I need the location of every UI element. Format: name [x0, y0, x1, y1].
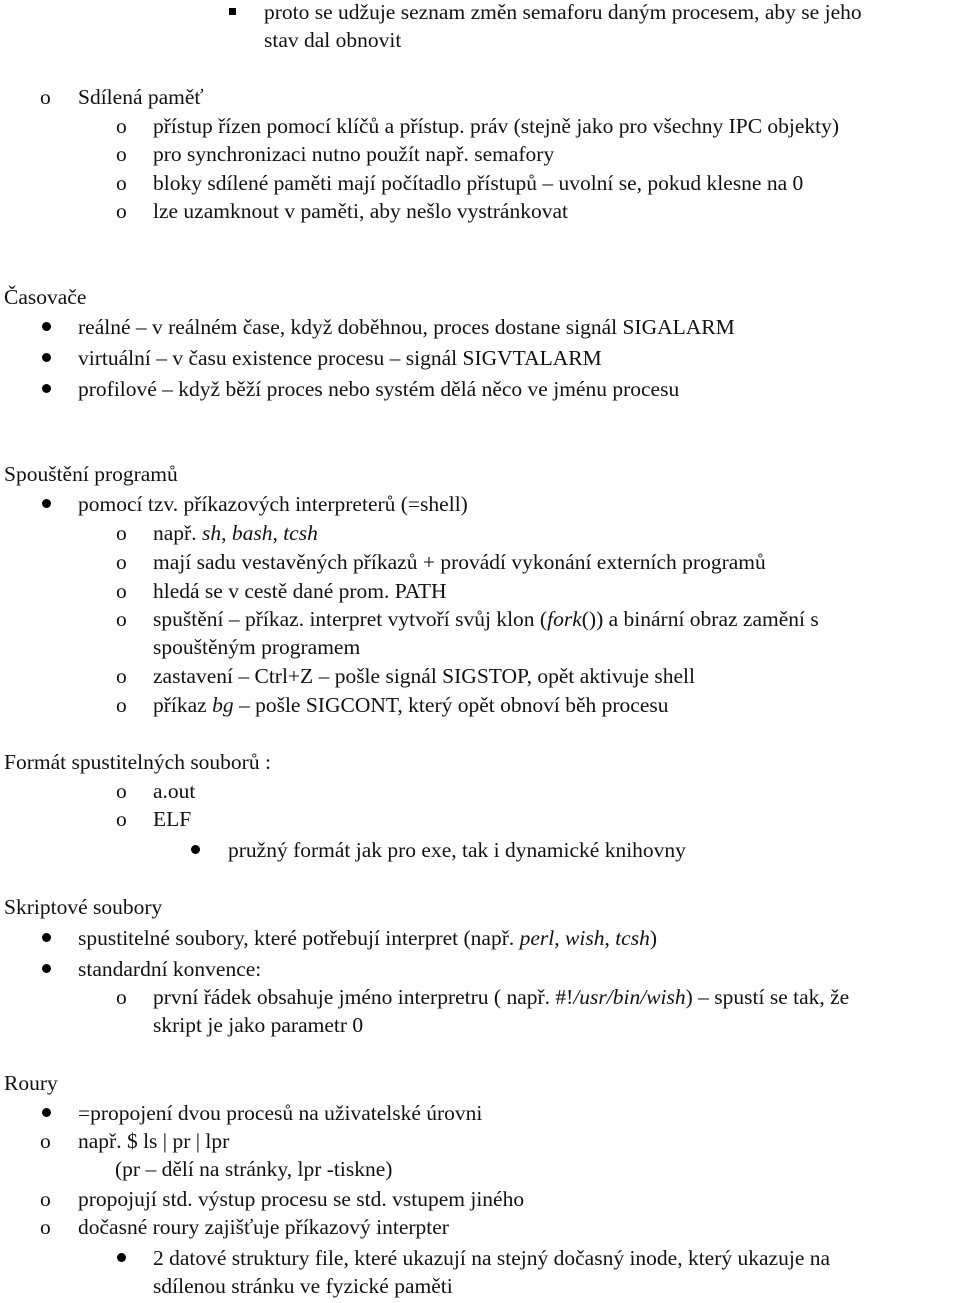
bullet-icon: [191, 845, 200, 854]
section-heading-formats: Formát spustitelných souborů :: [4, 750, 271, 774]
list-item-continuation: sdílenou stránku ve fyzické paměti: [153, 1274, 453, 1298]
circle-bullet-icon: o: [116, 550, 127, 574]
list-item: standardní konvence:: [78, 957, 262, 981]
fork-term: fork: [547, 607, 582, 631]
list-item: mají sadu vestavěných příkazů + provádí vykonání externích programů: [153, 550, 766, 574]
circle-bullet-icon: o: [116, 579, 127, 603]
list-item: lze uzamknout v paměti, aby nešlo vystránkovat: [153, 199, 568, 223]
list-item: profilové – když běží proces nebo systém dělá něco ve jménu procesu: [78, 377, 680, 401]
list-item-interpreters: [78, 924, 657, 952]
section-heading-timers: Časovače: [4, 285, 87, 309]
circle-bullet-icon: o: [116, 693, 127, 717]
circle-bullet-icon: o: [116, 807, 127, 831]
bullet-icon: [42, 322, 51, 331]
text-run: ()) a binární obraz zamění s: [581, 607, 819, 631]
circle-bullet-icon: o: [116, 779, 127, 803]
list-item-bg: [153, 691, 669, 719]
list-item: hledá se v cestě dané prom. PATH: [153, 579, 447, 603]
list-item: reálné – v reálném čase, když doběhnou, proces dostane signál SIGALARM: [78, 315, 735, 339]
text-run: ,: [554, 926, 566, 950]
interpreter-name: wish: [565, 926, 605, 950]
text-run: první řádek obsahuje jméno interpretru ( např. #!: [153, 985, 574, 1009]
section-heading-programs: Spouštění programů: [4, 462, 178, 486]
interpreter-name: perl: [519, 926, 555, 950]
list-item-note: (pr – dělí na stránky, lpr -tiskne): [115, 1157, 393, 1181]
bullet-icon: [42, 933, 51, 942]
circle-bullet-icon: o: [40, 1129, 51, 1153]
circle-bullet-icon: o: [116, 171, 127, 195]
square-bullet-icon: [229, 8, 236, 15]
text-run: příkaz: [153, 693, 213, 717]
list-item: ELF: [153, 807, 192, 831]
circle-bullet-icon: o: [40, 1187, 51, 1211]
list-item-shebang: [153, 983, 849, 1011]
circle-bullet-icon: o: [116, 607, 127, 631]
section-heading-shared-memory: Sdílená paměť: [78, 85, 204, 109]
interpreter-path: /usr/bin/wish: [573, 985, 686, 1009]
text-run: ,: [221, 521, 232, 545]
list-item: přístup řízen pomocí klíčů a přístup. práv (stejně jako pro všechny IPC objekty): [153, 114, 840, 138]
list-item: 2 datové struktury file, které ukazují na stejný dočasný inode, který ukazuje na: [153, 1246, 831, 1270]
text-run: ,: [272, 521, 284, 545]
bullet-icon: [42, 353, 51, 362]
bullet-icon: [42, 499, 51, 508]
circle-bullet-icon: o: [116, 142, 127, 166]
text-run: – pošle SIGCONT, který opět obnoví běh procesu: [233, 693, 669, 717]
list-item: pružný formát jak pro exe, tak i dynamické knihovny: [228, 838, 686, 862]
circle-bullet-icon: o: [40, 85, 51, 109]
shell-name: sh: [201, 521, 222, 545]
text-run: např.: [153, 521, 202, 545]
text-run: ) – spustí se tak, že: [685, 985, 850, 1009]
list-item: propojují std. výstup procesu se std. vstupem jiného: [78, 1187, 525, 1211]
section-heading-pipes: Roury: [4, 1071, 58, 1095]
list-item: a.out: [153, 779, 196, 803]
bullet-icon: [42, 964, 51, 973]
list-item-shell-examples: [153, 519, 318, 547]
circle-bullet-icon: o: [116, 521, 127, 545]
list-item: pro synchronizaci nutno použít např. semafory: [153, 142, 555, 166]
bg-command: bg: [212, 693, 234, 717]
bullet-icon: [42, 384, 51, 393]
interpreter-name: tcsh: [615, 926, 650, 950]
list-item: např. $ ls | pr | lpr: [78, 1129, 230, 1153]
list-item: zastavení – Ctrl+Z – pošle signál SIGSTOP, opět aktivuje shell: [153, 664, 696, 688]
list-item: bloky sdílené paměti mají počítadlo přístupů – uvolní se, pokud klesne na 0: [153, 171, 804, 195]
text-run: ,: [604, 926, 616, 950]
list-item: virtuální – v času existence procesu – signál SIGVTALARM: [78, 346, 602, 370]
list-item-spawn: [153, 605, 819, 633]
list-item: proto se udžuje seznam změn semaforu daným procesem, aby se jeho: [264, 0, 862, 24]
circle-bullet-icon: o: [40, 1215, 51, 1239]
bullet-icon: [117, 1253, 126, 1262]
circle-bullet-icon: o: [116, 199, 127, 223]
list-item-continuation: spouštěným programem: [153, 635, 361, 659]
bullet-icon: [42, 1108, 51, 1117]
shell-name: tcsh: [283, 521, 318, 545]
list-item: dočasné roury zajišťuje příkazový interpter: [78, 1215, 449, 1239]
list-item-continuation: skript je jako parametr 0: [153, 1013, 364, 1037]
list-item: pomocí tzv. příkazových interpreterů (=shell): [78, 492, 468, 516]
section-heading-scripts: Skriptové soubory: [4, 895, 163, 919]
circle-bullet-icon: o: [116, 664, 127, 688]
text-run: spuštění – příkaz. interpret vytvoří svůj klon (: [153, 607, 548, 631]
text-run: ): [649, 926, 658, 950]
shell-name: bash: [231, 521, 273, 545]
list-item: =propojení dvou procesů na uživatelské úrovni: [78, 1101, 483, 1125]
text-run: spustitelné soubory, které potřebují interpret (např.: [78, 926, 520, 950]
circle-bullet-icon: o: [116, 985, 127, 1009]
list-item-continuation: stav dal obnovit: [264, 28, 402, 52]
circle-bullet-icon: o: [116, 114, 127, 138]
